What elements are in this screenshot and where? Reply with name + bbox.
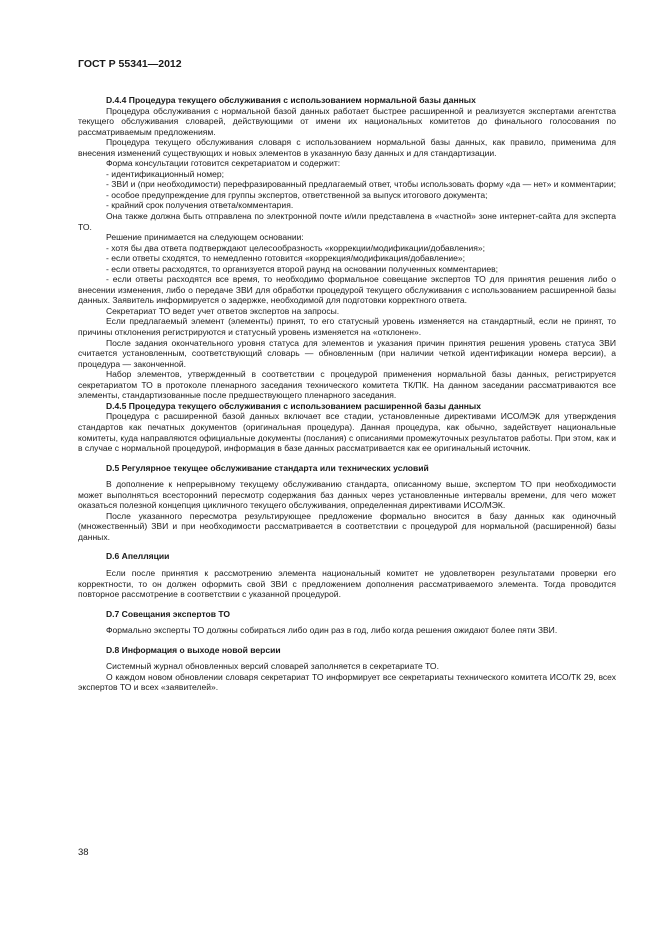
paragraph: Процедура текущего обслуживания словаря с использованием нормальной базы данных, как правило, применима для внесения изменений существующих и новых элементов в указанную базу данных и для стандартизации. [78,137,616,158]
list-item: - ЗВИ и (при необходимости) перефразированный предлагаемый ответ, чтобы использовать форму «да — нет» и комментарии; [106,179,616,190]
section-heading: D.4.4 Процедура текущего обслуживания с использованием нормальной базы данных [106,95,476,105]
page-number: 38 [78,847,89,858]
paragraph: О каждом новом обновлении словаря секретариат ТО информирует все секретариаты технического комитета ИСО/ТК 29, всех экспертов ТО и всех «заявителей». [78,671,616,693]
list-item: - если ответы расходятся все время, то необходимо формальное совещание экспертов ТО для принятия решения либо о внесении изменения, либо о передаче ЗВИ для обработки процедурой текущего обслуживания с использованием расширенной базы данных. Заявитель информируется о задержке, необходимой для подготовки корректного ответа. [78,274,616,306]
list-item: - крайний срок получения ответа/комментария. [106,200,294,211]
document-id: ГОСТ Р 55341—2012 [78,58,182,70]
paragraph: Формально эксперты ТО должны собираться либо один раз в год, либо когда решения ожидают более пяти ЗВИ. [106,625,558,636]
list-item: - если ответы сходятся, то немедленно готовится «коррекция/модификация/добавление»; [106,253,465,264]
section-heading: D.7 Совещания экспертов ТО [106,608,231,619]
paragraph: Набор элементов, утвержденный в соответствии с процедурой применения нормальной базы данных, регистрируется секретариатом ТО в протоколе пленарного заседания технического комитета ТК/ПК. На данном заседании рассматриваются все элементы, стандартизованные после предшествующего пленарного заседания. [78,369,616,401]
list-item: - особое предупреждение для группы экспертов, ответственной за выпуск итогового документа; [106,189,488,200]
list-item: - идентификационный номер; [106,168,225,179]
paragraph: После задания окончательного уровня статуса для элементов и указания причин принятия решения уровень статуса ЗВИ считается установленным, соответствующий словарь — обновленным (при наличии четкой идентификации номера версии), а процедура — законченной. [78,337,616,369]
paragraph: Системный журнал обновленных версий словарей заполняется в секретариате ТО. [106,661,439,672]
paragraph: После указанного пересмотра результирующее предложение формально вносится в базу данных как одиночный (множественный) ЗВИ и при необходимости рассматривается в соответствии с процедурой для нормальной (расширенной) базы данных. [78,510,616,542]
section-heading: D.6 Апелляции [106,551,170,562]
paragraph: Если предлагаемый элемент (элементы) принят, то его статусный уровень изменяется на стандартный, если не принят, то причины отклонения регистрируются и статусный уровень изменяется на «отклонен». [78,316,616,338]
section-heading: D.5 Регулярное текущее обслуживание стандарта или технических условий [106,462,429,473]
section-heading: D.4.5 Процедура текущего обслуживания с использованием расширенной базы данных [106,400,481,411]
paragraph: Она также должна быть отправлена по электронной почте и/или представлена в «частной» зоне интернет-сайта для эксперта ТО. [78,211,616,232]
list-item: - если ответы расходятся, то организуется второй раунд на основании полученных комментариев; [106,263,499,274]
paragraph: В дополнение к непрерывному текущему обслуживанию стандарта, описанному выше, экспертом ТО при необходимости может выполняться всесторонний пересмотр содержания баз данных через установленные интервалы времени, для чего может оказаться полезной концепция цикличного текущего обслуживания, определенная директивами ИСО/МЭК. [78,479,616,511]
paragraph: Процедура с расширенной базой данных включает все стадии, установленные директивами ИСО/МЭК для утверждения стандартов как печатных документов (оригинальная процедура). Данная процедура, как обычно, задействует национальные комитеты, куда направляются официальные документы (послания) с описаниями промежуточных результатов работы. При этом, как и в случае с нормальной процедурой, информация в базе данных рассматривается как ее оригинальный источник. [78,411,616,454]
paragraph: Секретариат ТО ведет учет ответов экспертов на запросы. [106,305,340,316]
paragraph: Если после принятия к рассмотрению элемента национальный комитет не удовлетворен результатами проверки его корректности, то он должен оформить свой ЗВИ с предложением дополнения рассматриваемого элемента. Тогда проводится повторное рассмотрение в соответствии с указанной процедурой. [78,567,616,600]
paragraph: Процедура обслуживания с нормальной базой данных работает быстрее расширенной и реализуется экспертами агентства текущего обслуживания словарей, действующими от имени их национальных комитетов до финального голосования по рассматриваемым предложениям. [78,105,616,137]
list-item: - хотя бы два ответа подтверждают целесообразность «коррекции/модификации/добавления»; [106,242,486,253]
section-heading: D.8 Информация о выходе новой версии [106,644,281,655]
paragraph: Решение принимается на следующем основании: [106,232,304,243]
document-body [78,95,616,693]
paragraph: Форма консультации готовится секретариатом и содержит: [106,158,341,169]
